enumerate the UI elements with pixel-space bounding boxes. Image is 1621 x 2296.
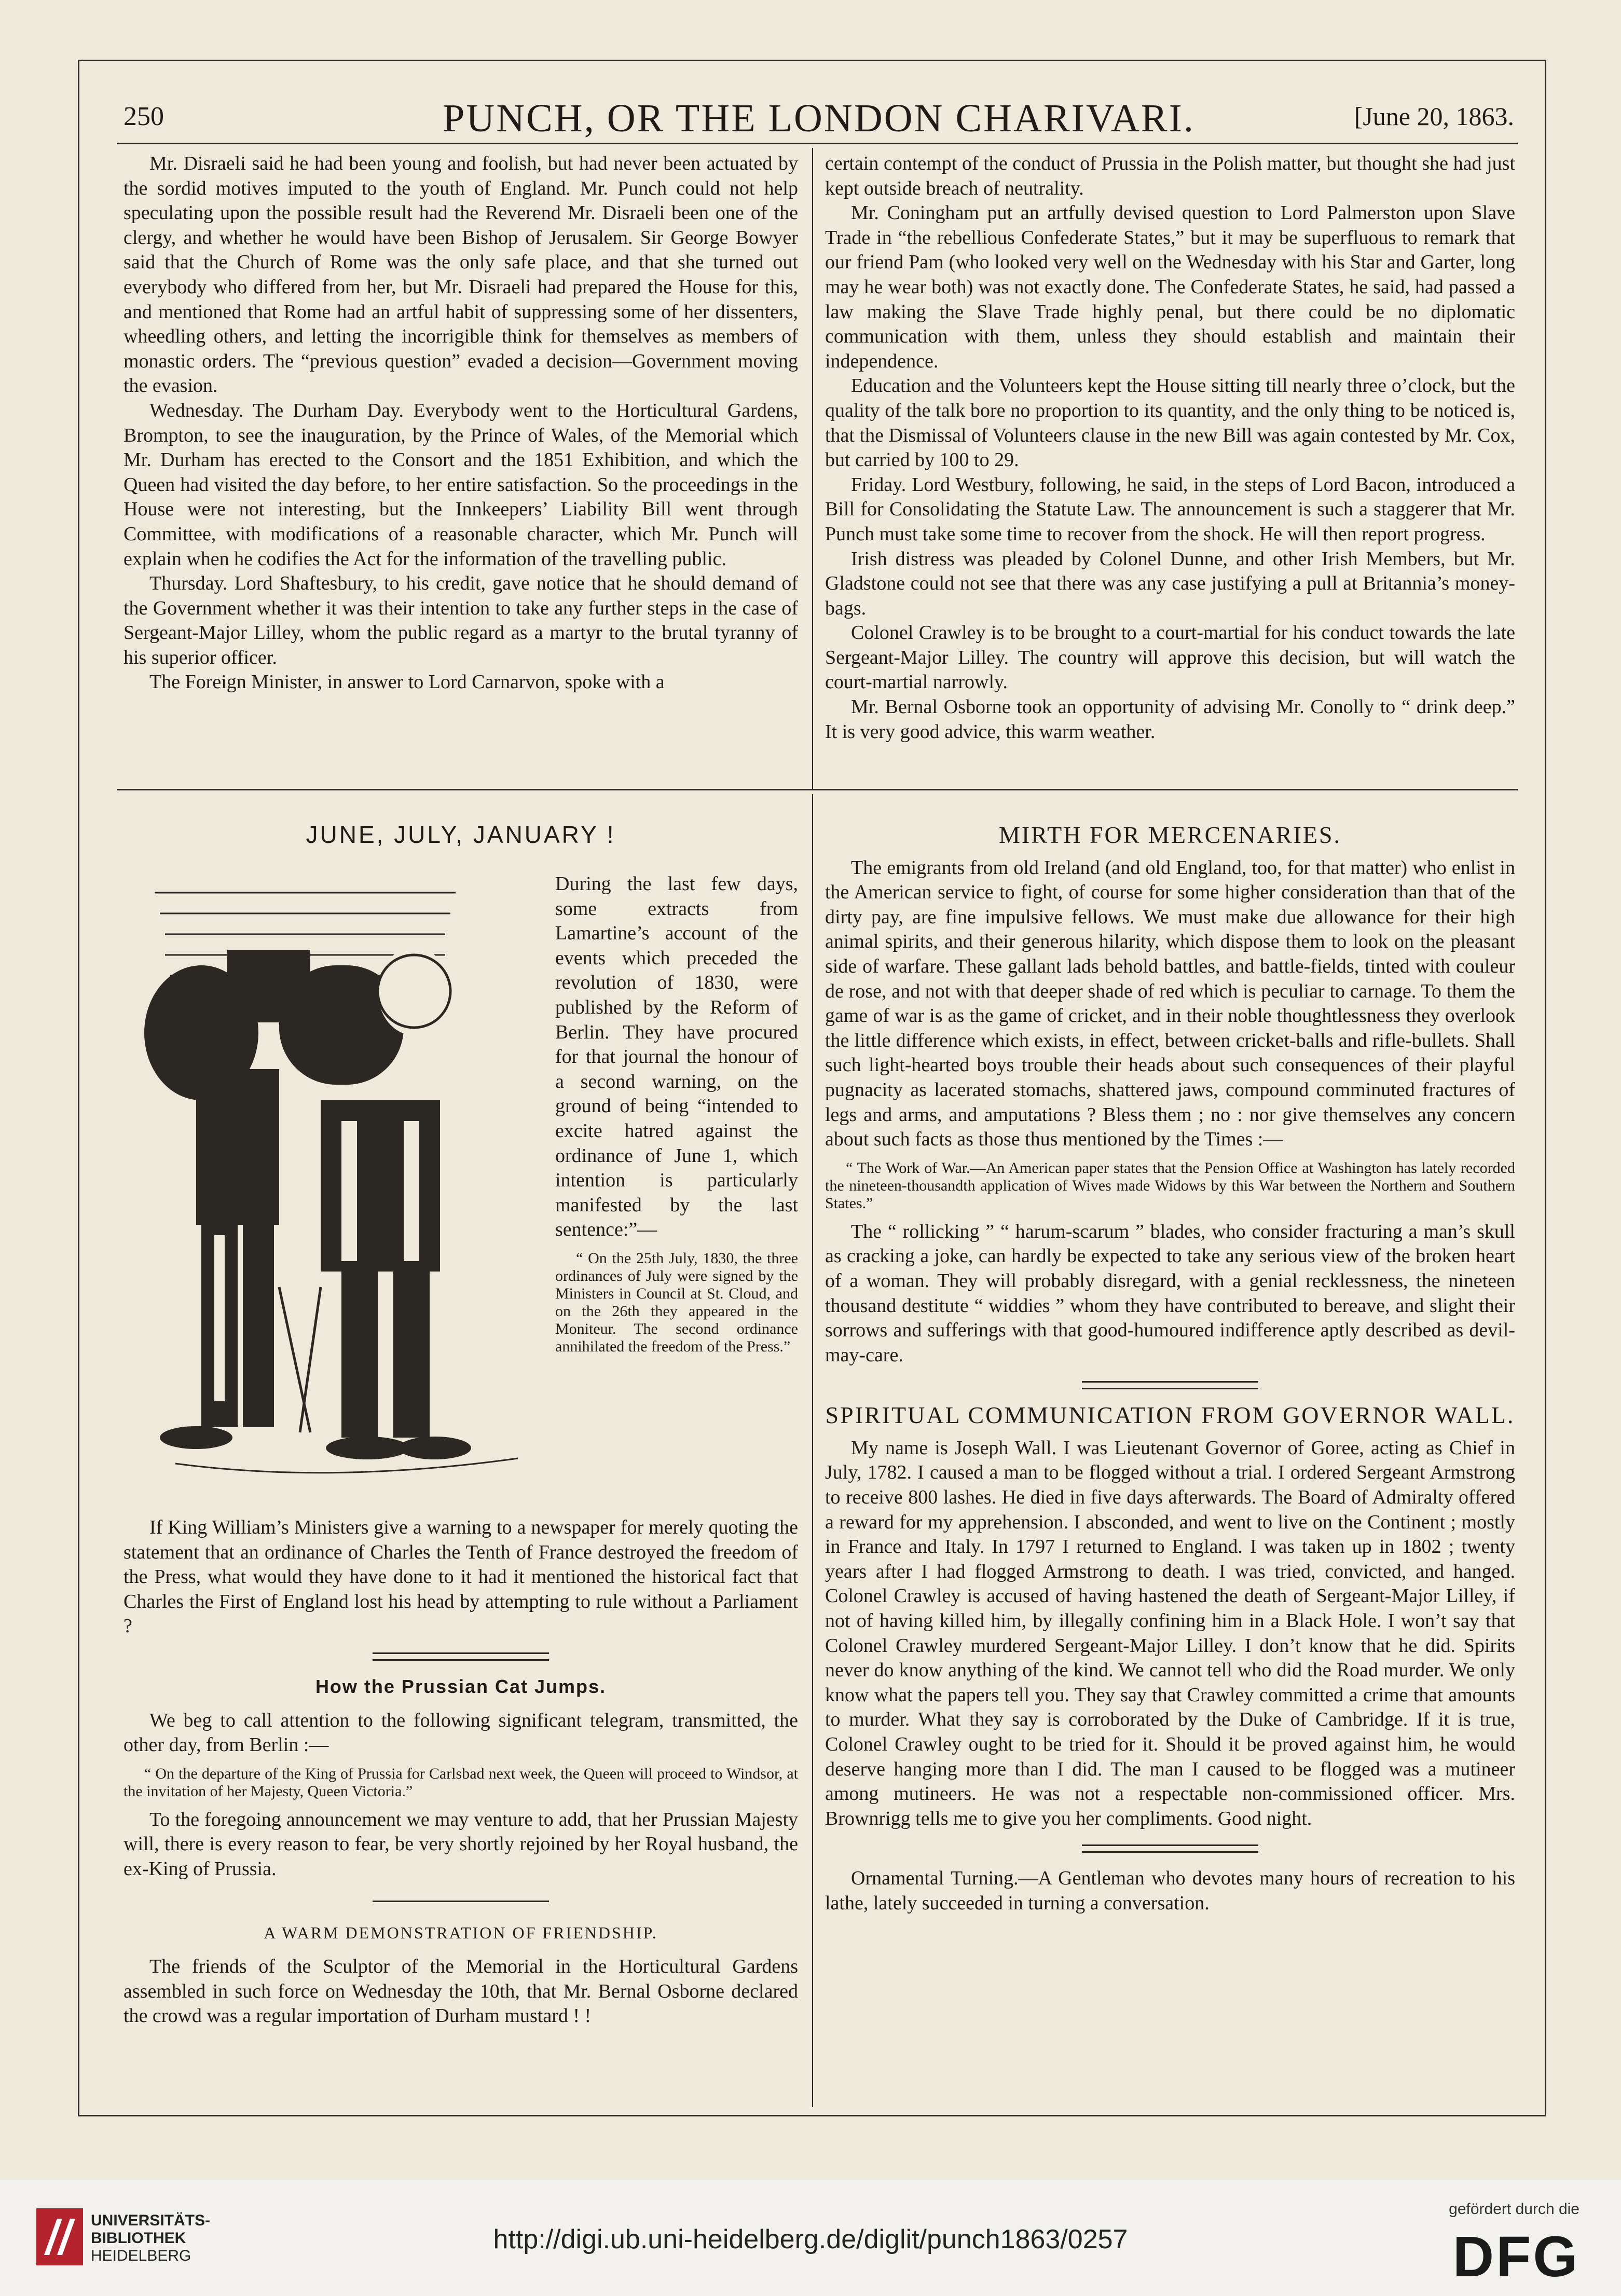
paragraph: The emigrants from old Ireland (and old England, too, for that matter) who enlist in the American service to fight, of course for some higher consideration than that of the dirty pay, are fine impulsive fellows. We must make due allowance for their high animal spirits, and their generous hilarity, which dispose them to look on the pleasant side of warfare. These gallant lads behold battles, and battle-fields, tinted with couleur de rose, and not with that deeper shade of red which is peculiar to carnage. To them the game of war is as the game of cricket, and in their noble thoughtlessness they overlook the little difference which exists, in effect, between cricket-balls and rifle-bullets. Shall such light-hearted boys trouble their heads about such consequences of their playful pugnacity as lacerated stomachs, shattered jaws, compound comminuted fractures of legs and arms, and amputations ? Bless them ; no : nor give themselves any concern about such facts as those thus mentioned by the Times :— [825,856,1515,1151]
library-name: UNIVERSITÄTS- BIBLIOTHEK HEIDELBERG [91,2212,211,2264]
paragraph: Education and the Volunteers kept the House sitting till nearly three o’clock, but the quality of the talk bore no proportion to its quantity, and the only thing to be noticed is, that the Dismissal of Volunteers clause in the new Bill was again contested by Mr. Cox, but carried by 100 to 29. [825,375,1515,471]
paragraph: Friday. Lord Westbury, following, he said, in the steps of Lord Bacon, introduced a Bill for Consolidating the Statute Law. The announcement is such a staggerer that Mr. Punch must take some time to recover from the shock. He will then report progress. [825,473,1515,545]
page-title: PUNCH, OR THE LONDON CHARIVARI. [443,97,1195,140]
paragraph: To the foregoing announcement we may venture to add, that her Prussian Majesty will, there is every reason to fear, be very shortly rejoined by her Royal husband, the ex-King of Prussia. [123,1808,798,1880]
paragraph: Thursday. Lord Shaftesbury, to his credit, gave notice that he should demand of the Government whether it was their intention to take any further steps in the case of Sergeant-Major Lilley, whom the public regard as a martyr to the brutal tyranny of his superior officer. [123,572,798,668]
digitization-footer [0,2180,1621,2296]
parliament-column-right [825,152,1515,744]
lower-left-column [123,1515,798,2029]
article-title-mirth: MIRTH FOR MERCENARIES. [998,822,1342,848]
article-title-warm: A WARM DEMONSTRATION OF FRIENDSHIP. [264,1923,658,1942]
frame-bottom [78,2115,1546,2116]
quotation: “ On the 25th July, 1830, the three ordinances of July were signed by the Ministers in Council at St. Cloud, and on the 26th they appeared in the Moniteur. The second ordinance annihilated the freedom of the Press.” [555,1249,798,1355]
column-divider-bottom [812,794,813,2107]
lower-right-column [825,823,1515,1916]
paragraph: Mr. Bernal Osborne took an opportunity of advising Mr. Conolly to “ drink deep.” It is very good advice, this warm weather. [825,696,1515,743]
paragraph: During the last few days, some extracts from Lamartine’s account of the events which preceded the revolution of 1830, were published by the Reform of Berlin. They have procured for that journal the honour of a second warning, on the ground of being “intended to excite hatred against the ordinance of June 1, which intention is particularly manifested by the last sentence:”— [555,873,798,1241]
page-number: 250 [123,102,164,131]
paragraph: The friends of the Sculptor of the Memorial in the Horticultural Gardens assembled in such force on Wednesday the 10th, that Mr. Bernal Osborne declared the crowd was a regular importation of Durham mustard ! ! [123,1956,798,2027]
divider [1082,1844,1258,1853]
page-header [123,96,1514,143]
quotation: “ The Work of War.—An American paper states that the Pension Office at Washington has lately recorded the nineteen-thousandth application of Wives made Widows by this War between the Northern and Southern States.” [825,1159,1515,1212]
column-divider-top [812,148,813,789]
paragraph: Mr. Coningham put an artfully devised question to Lord Palmerston upon Slave Trade in “the rebellious Confederate States,” but it may be superfluous to remark that our friend Pam (who looked very well on the Wednesday with his Star and Garter, long may he wear both) was not exactly done. The Confederate States, he said, had passed a law making the Slave Trade highly penal, but there could be no diplomatic communication with them, unless they should establish and maintain their independence. [825,202,1515,372]
paragraph: Ornamental Turning.—A Gentleman who devotes many hours of recreation to his lathe, lately succeeded in turning a conversation. [825,1867,1515,1914]
dfg-logo: DFG [1452,2225,1579,2289]
paragraph: Colonel Crawley is to be brought to a court-martial for his conduct towards the late Sergeant-Major Lilley. The country will approve this decision, but will watch the court-martial narrowly. [825,622,1515,693]
june-heading-box [123,823,798,848]
june-text-column [555,872,798,1363]
paragraph: We beg to call attention to the following significant telegram, transmitted, the other day, from Berlin :— [123,1709,798,1756]
frame-left [78,60,79,2116]
divider [373,1652,549,1661]
paragraph: If King William’s Ministers give a warning to a newspaper for merely quoting the statement that an ordinance of Charles the Tenth of France destroyed the freedom of the Press, what would they have done to it had it mentioned the historical fact that Charles the First of England lost his head by attempting to rule without a Parliament ? [123,1516,798,1637]
paragraph: certain contempt of the conduct of Prussia in the Polish matter, but thought she had just kept outside breach of neutrality. [825,153,1515,199]
divider [373,1901,549,1902]
paragraph: Wednesday. The Durham Day. Everybody went to the Horticultural Gardens, Brompton, to see the inauguration, by the Prince of Wales, of the Memorial which Mr. Durham has erected to the Consort and the 1851 Exhibition, and which the Queen had visited the day before, to her entire satisfaction. So the proceedings in the House were not interesting, but the Innkeepers’ Liability Bill went through Committee, with modifications of a reasonable character, which Mr. Punch will explain when he codifies the Act for the information of the travelling public. [123,399,798,570]
paragraph: Irish distress was pleaded by Colonel Dunne, and other Irish Members, but Mr. Gladstone could not see that there was any case justifying a pull at Britannia’s money-bags. [825,548,1515,619]
issue-date: [June 20, 1863. [1354,102,1514,131]
paragraph: The Foreign Minister, in answer to Lord Carnarvon, spoke with a [149,671,665,693]
article-title-spiritual: SPIRITUAL COMMUNICATION FROM GOVERNOR WALL. [825,1402,1515,1429]
paragraph: My name is Joseph Wall. I was Lieutenant Governor of Goree, acting as Chief in July, 1782. I caused a man to be flogged without a trial. I ordered Sergeant Armstrong to receive 800 lashes. He died in five days afterwards. The Board of Admiralty offered a reward for my apprehension. I absconded, and went to live on the Continent ; mostly in France and Italy. In 1797 I returned to England. I was taken up in 1802 ; twenty years after I had flogged Armstrong to death. I was tried, convicted, and hanged. Colonel Crawley is accused of having hastened the death of Sergeant-Major Lilley, if not of having killed him, by illegally confining him in a Black Hole. I won’t say that Colonel Crawley murdered Sergeant-Major Lilley. I don’t know that he did. Spirits never do know anything of the kind. We cannot tell who did the Road murder. We only know what the papers tell you. They say that Crawley committed a crime that amounts to murder. What they say is corroborated by the Duke of Cambridge. If it is true, Colonel Crawley ought to be tried for it. Should it be proved against him, he would deserve hanging more than I did. The man I caused to be flogged was a mutineer among mutineers. He was not a respectable non-commissioned officer. Mrs. Brownrigg tells me to give you her compliments. Good night. [825,1437,1515,1829]
article-title-june: JUNE, JULY, JANUARY ! [306,821,616,848]
frame-right [1545,60,1546,2116]
parliament-column-left [123,152,798,695]
funded-by-label: gefördert durch die [1449,2201,1579,2218]
section-rule [117,789,1518,790]
header-rule [117,143,1518,144]
quotation: “ On the departure of the King of Prussia for Carlsbad next week, the Queen will proceed to Windsor, at the invitation of her Majesty, Queen Victoria.” [123,1765,798,1800]
frame-top [78,60,1546,61]
source-url-link[interactable]: http://digi.ub.uni-heidelberg.de/diglit/punch1863/0257 [493,2224,1128,2254]
paragraph: The “ rollicking ” “ harum-scarum ” blades, who consider fracturing a man’s skull as cracking a joke, can hardly be expected to take any serious view of the broken heart of a woman. They will probably disregard, with a genial recklessness, the nineteen thousand destitute “ widdies ” whom they have contributed to bereave, and slight their sorrows and sufferings with that good-humoured indifference aptly described as devil-may-care. [825,1220,1515,1366]
paragraph: Mr. Disraeli said he had been young and foolish, but had never been actuated by the sordid motives imputed to the youth of England. Mr. Punch could not help speculating upon the possible result had the Reverend Mr. Disraeli been one of the clergy, and whether he would have been Bishop of Jerusalem. Sir George Bowyer said that the Church of Rome was the only safe place, and that she turned out everybody who differed from her, but Mr. Disraeli had prepared the House for this, and mentioned that Rome had an artful habit of suppressing some of her dissenters, wheedling others, and letting the incorrigible think for themselves as members of monastic orders. The “previous question” evaded a decision—Government moving the evasion. [123,153,798,397]
divider [1082,1381,1258,1389]
cartoon-illustration-icon [123,872,544,1495]
article-title-prussian: How the Prussian Cat Jumps. [315,1675,607,1697]
